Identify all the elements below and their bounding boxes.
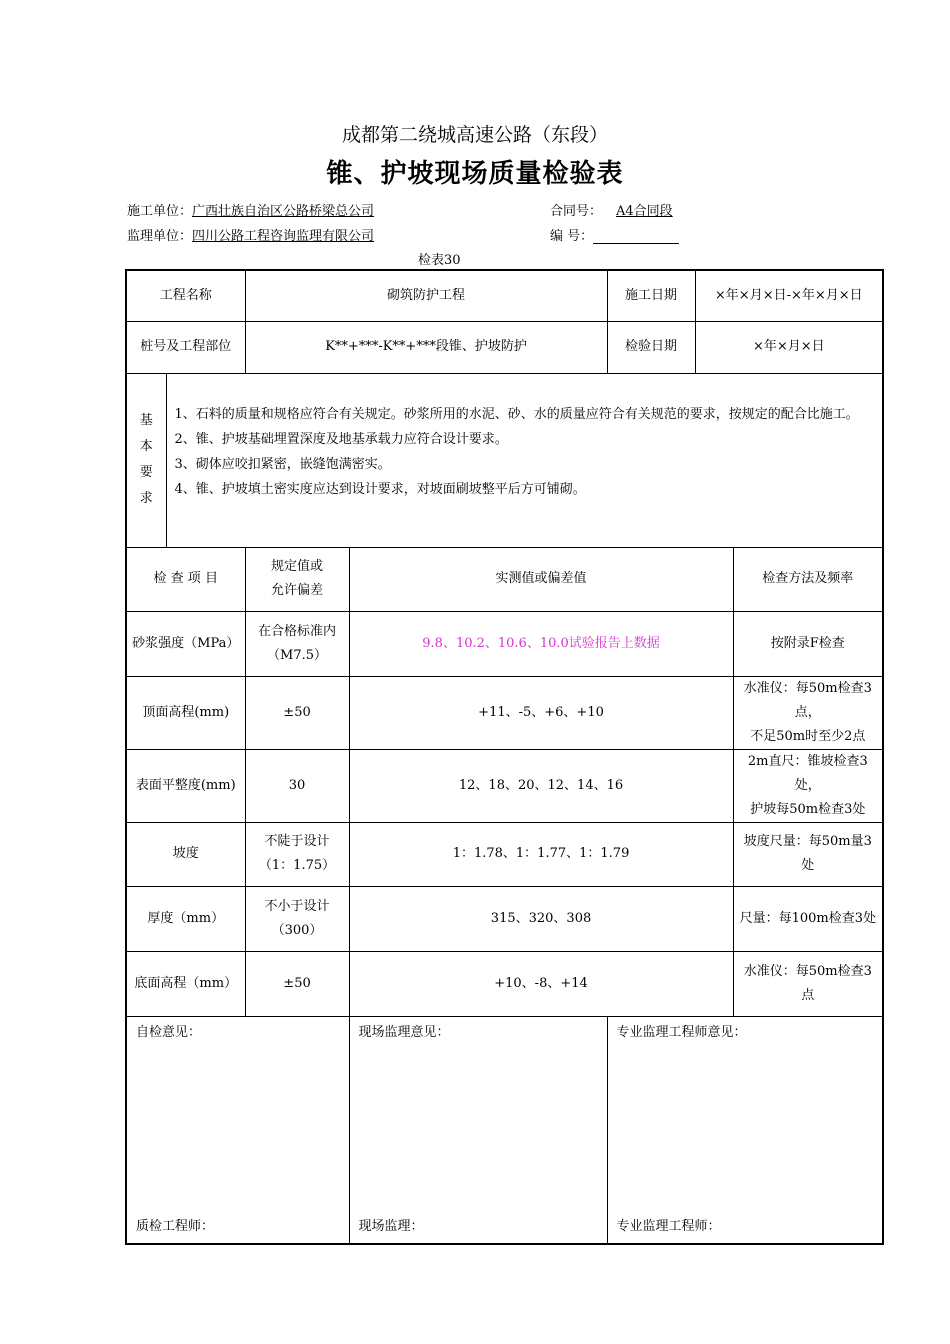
- row-measured: 315、320、308: [349, 886, 733, 951]
- construction-date-label: 施工日期: [607, 270, 695, 321]
- row-method: 坡度尺量：每50m量3处: [733, 822, 883, 886]
- self-check-opinion-box: [126, 1016, 349, 1244]
- engineer-opinion-label: 专业监理工程师意见：: [616, 1024, 747, 1040]
- site-supervision-opinion-box: [349, 1016, 607, 1244]
- page-subtitle: 成都第二绕城高速公路（东段）: [341, 124, 608, 146]
- row-method: 尺量：每100m检查3处: [733, 886, 883, 951]
- construction-unit-line: [127, 200, 374, 219]
- self-check-label: 自检意见：: [136, 1024, 202, 1040]
- requirements-text: [166, 373, 883, 547]
- engineer-opinion-box: [607, 1016, 883, 1244]
- site-supervisor-signature: 现场监理：: [358, 1218, 424, 1234]
- row-spec: 在合格标准内 （M7.5）: [245, 611, 349, 676]
- row-measured: 12、18、20、12、14、16: [349, 749, 733, 822]
- row-spec: ±50: [245, 676, 349, 749]
- contract-value: A4合同段: [616, 204, 673, 219]
- row-method: 水准仪：每50m检查3点， 不足50m时至少2点: [733, 676, 883, 749]
- engineer-signature: 专业监理工程师：: [616, 1218, 721, 1234]
- requirements-row: [126, 373, 883, 547]
- row-spec: 不陡于设计 （1：1.75）: [245, 822, 349, 886]
- project-name-label: 工程名称: [126, 270, 245, 321]
- inspection-table: [125, 269, 884, 1245]
- station-value: K**+***-K**+***段锥、护坡防护: [245, 321, 607, 373]
- page-title: 锥、护坡现场质量检验表: [326, 159, 624, 189]
- row-item: 坡度: [126, 822, 245, 886]
- row-measured: 1：1.78、1：1.77、1：1.79: [349, 822, 733, 886]
- table-row: [126, 886, 883, 951]
- row-measured: +11、-5、+6、+10: [349, 676, 733, 749]
- column-header-row: [126, 547, 883, 611]
- supervision-unit-value: 四川公路工程咨询监理有限公司: [192, 229, 375, 244]
- row-item: 表面平整度(mm): [126, 749, 245, 822]
- row-method: 2m直尺：锥坡检查3处， 护坡每50m检查3处: [733, 749, 883, 822]
- row-item: 底面高程（mm）: [126, 951, 245, 1016]
- row-spec: 不小于设计 （300）: [245, 886, 349, 951]
- inspection-date-value: ×年×月×日: [695, 321, 883, 373]
- col-method-header: 检查方法及频率: [733, 547, 883, 611]
- row-spec: 30: [245, 749, 349, 822]
- contract-line: [550, 200, 685, 219]
- opinion-row: [126, 1016, 883, 1244]
- row-item: 顶面高程(mm): [126, 676, 245, 749]
- row-item: 砂浆强度（MPa）: [126, 611, 245, 676]
- table-row: [126, 749, 883, 822]
- serial-line: [550, 225, 679, 244]
- row-method: 水准仪：每50m检查3点: [733, 951, 883, 1016]
- inspection-date-label: 检验日期: [607, 321, 695, 373]
- contract-label: 合同号：: [550, 204, 603, 219]
- table-row: [126, 822, 883, 886]
- info-row-2: [126, 321, 883, 373]
- site-supervision-label: 现场监理意见：: [358, 1024, 450, 1040]
- info-row-1: [126, 270, 883, 321]
- station-label: 桩号及工程部位: [126, 321, 245, 373]
- form-number: 检表30: [418, 253, 461, 268]
- table-row: [126, 611, 883, 676]
- construction-date-value: ×年×月×日-×年×月×日: [695, 270, 883, 321]
- row-measured: 9.8、10.2、10.6、10.0试验报告上数据: [349, 611, 733, 676]
- col-item-header: 检 查 项 目: [126, 547, 245, 611]
- row-spec: ±50: [245, 951, 349, 1016]
- table-row: [126, 676, 883, 749]
- serial-label: 编 号：: [550, 229, 594, 244]
- row-item: 厚度（mm）: [126, 886, 245, 951]
- quality-engineer-signature: 质检工程师：: [136, 1218, 215, 1234]
- table-row: [126, 951, 883, 1016]
- construction-unit-label: 施工单位：: [127, 204, 193, 219]
- requirement-item: 4、锥、护坡填土密实度应达到设计要求，对坡面刷坡整平后方可铺砌。: [174, 481, 586, 497]
- supervision-unit-line: [127, 225, 374, 244]
- serial-blank: [593, 229, 679, 244]
- requirement-item: 3、砌体应咬扣紧密，嵌缝饱满密实。: [174, 456, 391, 472]
- project-name-value: 砌筑防护工程: [245, 270, 607, 321]
- row-measured: +10、-8、+14: [349, 951, 733, 1016]
- row-method: 按附录F检查: [733, 611, 883, 676]
- col-measured-header: 实测值或偏差值: [349, 547, 733, 611]
- supervision-unit-label: 监理单位：: [127, 229, 193, 244]
- requirement-item: 2、锥、护坡基础埋置深度及地基承载力应符合设计要求。: [174, 431, 508, 447]
- requirement-item: 1、石料的质量和规格应符合有关规定。砂浆所用的水泥、砂、水的质量应符合有关规范的要求，按规定的配合比施工。: [174, 406, 859, 422]
- requirements-label: 基 本 要 求: [126, 373, 166, 547]
- col-spec-header: 规定值或 允许偏差: [245, 547, 349, 611]
- construction-unit-value: 广西壮族自治区公路桥梁总公司: [192, 204, 375, 219]
